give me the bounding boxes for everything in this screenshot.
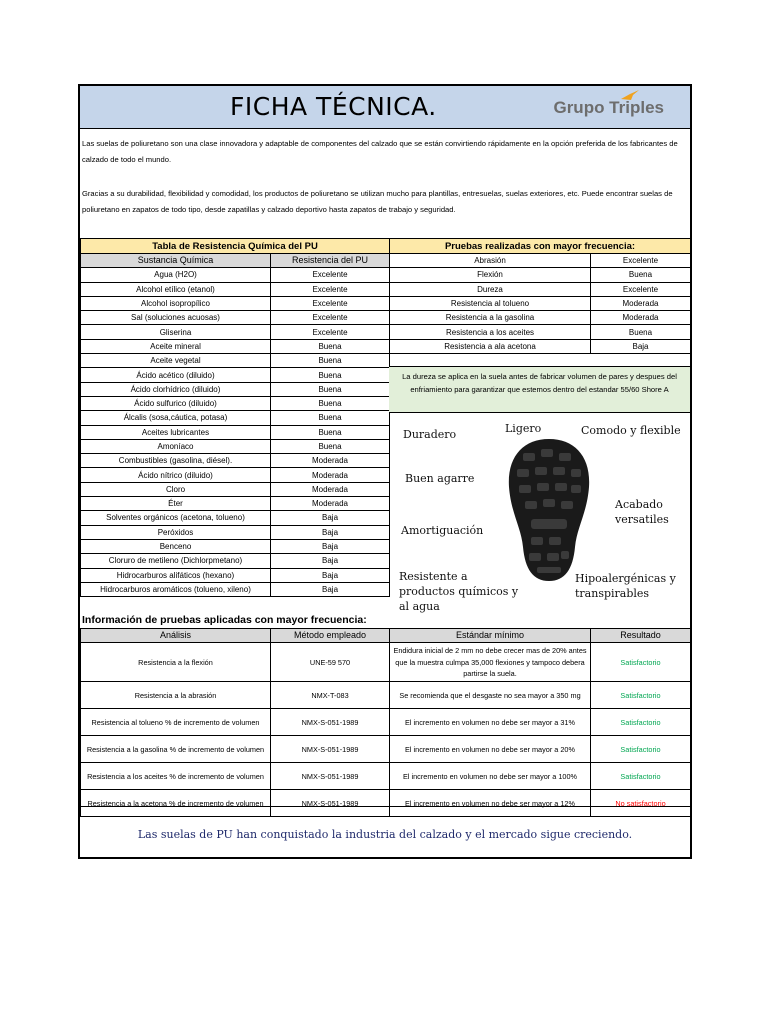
- standard-cell: El incremento en volumen no debe ser mayor a 100%: [390, 763, 591, 790]
- substance-cell: Sal (soluciones acuosas): [81, 311, 271, 325]
- info-section-title: Información de pruebas aplicadas con mayor frecuencia:: [82, 614, 367, 626]
- method-cell: NMX-S-051-1989: [271, 790, 390, 817]
- resistance-cell: Buena: [271, 396, 390, 410]
- substance-cell: Ácido acético (diluido): [81, 368, 271, 382]
- table-row: [81, 382, 390, 396]
- test-name-cell: Abrasión: [390, 254, 591, 268]
- table-row: [81, 763, 691, 790]
- method-cell: NMX-S-051-1989: [271, 763, 390, 790]
- result-cell: Satisfactorio: [591, 736, 691, 763]
- col-header-result: Resultado: [591, 629, 691, 643]
- test-rating-cell: Moderada: [591, 296, 691, 310]
- substance-cell: Gliserina: [81, 325, 271, 339]
- table-row: [81, 425, 390, 439]
- test-name-cell: Dureza: [390, 282, 591, 296]
- standard-cell: El incremento en volumen no debe ser mayor a 31%: [390, 709, 591, 736]
- substance-cell: Aceites lubricantes: [81, 425, 271, 439]
- label-ligero: Ligero: [505, 422, 542, 435]
- table-row: [81, 282, 390, 296]
- test-rating-cell: Buena: [591, 268, 691, 282]
- substance-cell: Cloruro de metileno (Dichlorpmetano): [81, 554, 271, 568]
- table-row: [390, 282, 691, 296]
- table-row: [81, 268, 390, 282]
- tests-table: [389, 238, 691, 354]
- col-header-substance: Sustancia Química: [81, 254, 271, 268]
- label-resistente: Resistente a productos químicos y al agua: [399, 570, 519, 613]
- table-row: [81, 539, 390, 553]
- shoe-sole-icon: [499, 435, 599, 585]
- table-row: [81, 482, 390, 496]
- label-hipoalergenicas: Hipoalergénicas y transpirables: [575, 572, 676, 600]
- table-row: [81, 454, 390, 468]
- resistance-cell: Buena: [271, 382, 390, 396]
- result-cell: Satisfactorio: [591, 709, 691, 736]
- test-rating-cell: Excelente: [591, 254, 691, 268]
- method-cell: NMX-S-051-1989: [271, 709, 390, 736]
- standard-cell: El incremento en volumen no debe ser mayor a 12%: [390, 790, 591, 817]
- analysis-cell: Resistencia a la flexión: [81, 643, 271, 682]
- resistance-cell: Baja: [271, 539, 390, 553]
- table-row: [390, 339, 691, 353]
- label-amortiguacion: Amortiguación: [401, 524, 484, 537]
- table-row: [81, 709, 691, 736]
- resistance-cell: Excelente: [271, 282, 390, 296]
- label-comodo: Comodo y flexible: [581, 424, 681, 437]
- substance-cell: Agua (H2O): [81, 268, 271, 282]
- test-rating-cell: Baja: [591, 339, 691, 353]
- col-header-standard: Estándar mínimo: [390, 629, 591, 643]
- test-name-cell: Resistencia a los aceites: [390, 325, 591, 339]
- result-cell: Satisfactorio: [591, 682, 691, 709]
- table-row: [81, 354, 390, 368]
- table-row: [390, 268, 691, 282]
- resistance-cell: Buena: [271, 439, 390, 453]
- substance-cell: Cloro: [81, 482, 271, 496]
- table-row: [81, 339, 390, 353]
- resistance-cell: Moderada: [271, 497, 390, 511]
- header-bar: [80, 86, 690, 129]
- substance-cell: Hidrocarburos aromáticos (tolueno, xileno): [81, 582, 271, 596]
- standard-cell: Endidura inicial de 2 mm no debe crecer mas de 20% antes que la muestra culmpa 35,000 flexiones y tampoco debera partirse la suela.: [390, 643, 591, 682]
- analysis-cell: Resistencia al tolueno % de incremento de volumen: [81, 709, 271, 736]
- resistance-cell: Baja: [271, 511, 390, 525]
- col-header-analysis: Análisis: [81, 629, 271, 643]
- tests-table-title: Pruebas realizadas con mayor frecuencia:: [390, 239, 691, 254]
- substance-cell: Ácido nítrico (diluido): [81, 468, 271, 482]
- test-rating-cell: Excelente: [591, 282, 691, 296]
- test-name-cell: Flexión: [390, 268, 591, 282]
- substance-cell: Ácido clorhídrico (diluido): [81, 382, 271, 396]
- table-row: [81, 497, 390, 511]
- resistance-cell: Excelente: [271, 296, 390, 310]
- spec-sheet: [78, 84, 692, 859]
- test-name-cell: Resistencia a ala acetona: [390, 339, 591, 353]
- analysis-cell: Resistencia a los aceites % de incremento de volumen: [81, 763, 271, 790]
- table-row: [81, 439, 390, 453]
- footer-banner: [80, 806, 690, 860]
- result-cell: Satisfactorio: [591, 643, 691, 682]
- table-row: [81, 311, 390, 325]
- substance-cell: Solventes orgánicos (acetona, tolueno): [81, 511, 271, 525]
- footer-text: Las suelas de PU han conquistado la industria del calzado y el mercado sigue creciendo.: [137, 828, 633, 841]
- standard-cell: El incremento en volumen no debe ser mayor a 20%: [390, 736, 591, 763]
- table-row: [81, 296, 390, 310]
- col-header-method: Método empleado: [271, 629, 390, 643]
- label-agarre: Buen agarre: [405, 472, 475, 485]
- label-acabado: Acabado versatiles: [615, 498, 669, 526]
- substance-cell: Ácido sulfurico (diluido): [81, 396, 271, 410]
- table-row: [81, 325, 390, 339]
- table-row: [390, 254, 691, 268]
- resistance-cell: Moderada: [271, 454, 390, 468]
- test-info-table: [80, 628, 691, 817]
- resistance-cell: Baja: [271, 568, 390, 582]
- page-title: FICHA TÉCNICA.: [230, 92, 437, 121]
- col-header-resistance: Resistencia del PU: [271, 254, 390, 268]
- test-name-cell: Resistencia a la gasolina: [390, 311, 591, 325]
- substance-cell: Aceite mineral: [81, 339, 271, 353]
- substance-cell: Alcohol isopropílico: [81, 296, 271, 310]
- resistance-cell: Buena: [271, 368, 390, 382]
- substance-cell: Amoníaco: [81, 439, 271, 453]
- table-row: [81, 368, 390, 382]
- table-row: [81, 682, 691, 709]
- test-rating-cell: Moderada: [591, 311, 691, 325]
- resistance-cell: Buena: [271, 425, 390, 439]
- result-cell: Satisfactorio: [591, 763, 691, 790]
- result-cell: No satisfactorio: [591, 790, 691, 817]
- resistance-cell: Moderada: [271, 482, 390, 496]
- hardness-note: La dureza se aplica en la suela antes de fabricar volumen de pares y despues del enfriamiento para garantizar que estemos dentro del estandar 55/60 Shore A: [389, 366, 690, 412]
- chem-table-title: Tabla de Resistencia Química del PU: [81, 239, 390, 254]
- table-row: [81, 643, 691, 682]
- table-row: [81, 468, 390, 482]
- table-row: [390, 325, 691, 339]
- substance-cell: Álcalis (sosa,cáutica, potasa): [81, 411, 271, 425]
- label-duradero: Duradero: [403, 428, 457, 441]
- sole-illustration: [389, 412, 690, 625]
- analysis-cell: Resistencia a la acetona % de incremento de volumen: [81, 790, 271, 817]
- test-name-cell: Resistencia al tolueno: [390, 296, 591, 310]
- table-row: [81, 582, 390, 596]
- resistance-cell: Excelente: [271, 325, 390, 339]
- table-row: [81, 396, 390, 410]
- resistance-cell: Buena: [271, 339, 390, 353]
- resistance-cell: Buena: [271, 411, 390, 425]
- substance-cell: Alcohol etílico (etanol): [81, 282, 271, 296]
- test-rating-cell: Buena: [591, 325, 691, 339]
- method-cell: NMX-T-083: [271, 682, 390, 709]
- table-row: [81, 525, 390, 539]
- resistance-cell: Buena: [271, 354, 390, 368]
- analysis-cell: Resistencia a la abrasión: [81, 682, 271, 709]
- company-logo: Grupo Triples: [553, 98, 664, 117]
- resistance-cell: Baja: [271, 554, 390, 568]
- substance-cell: Éter: [81, 497, 271, 511]
- table-row: [81, 736, 691, 763]
- intro-paragraph-1: Las suelas de poliuretano son una clase innovadora y adaptable de componentes del calzado que se están convirtiendo rápidamente en la opción preferida de los fabricantes de calzado de todo el mundo.: [82, 139, 678, 164]
- analysis-cell: Resistencia a la gasolina % de incremento de volumen: [81, 736, 271, 763]
- resistance-cell: Baja: [271, 582, 390, 596]
- resistance-cell: Baja: [271, 525, 390, 539]
- table-row: [81, 554, 390, 568]
- resistance-cell: Excelente: [271, 268, 390, 282]
- table-row: [390, 296, 691, 310]
- table-row: [81, 568, 390, 582]
- chem-resistance-table: [80, 238, 390, 597]
- method-cell: UNE-59 570: [271, 643, 390, 682]
- method-cell: NMX-S-051-1989: [271, 736, 390, 763]
- substance-cell: Benceno: [81, 539, 271, 553]
- intro-paragraph-2: Gracias a su durabilidad, flexibilidad y comodidad, los productos de poliuretano se utilizan mucho para plantillas, entresuelas, suelas exteriores, etc. Puede encontrar suelas de poliuretano en zapatos de todo tipo, desde zapatillas y calzado deportivo hasta zapatos de trabajo y seguridad.: [82, 189, 673, 214]
- substance-cell: Aceite vegetal: [81, 354, 271, 368]
- table-row: [81, 411, 390, 425]
- table-row: [81, 511, 390, 525]
- resistance-cell: Excelente: [271, 311, 390, 325]
- substance-cell: Peróxidos: [81, 525, 271, 539]
- resistance-cell: Moderada: [271, 468, 390, 482]
- substance-cell: Combustibles (gasolina, diésel).: [81, 454, 271, 468]
- substance-cell: Hidrocarburos alifáticos (hexano): [81, 568, 271, 582]
- standard-cell: Se recomienda que el desgaste no sea mayor a 350 mg: [390, 682, 591, 709]
- table-row: [390, 311, 691, 325]
